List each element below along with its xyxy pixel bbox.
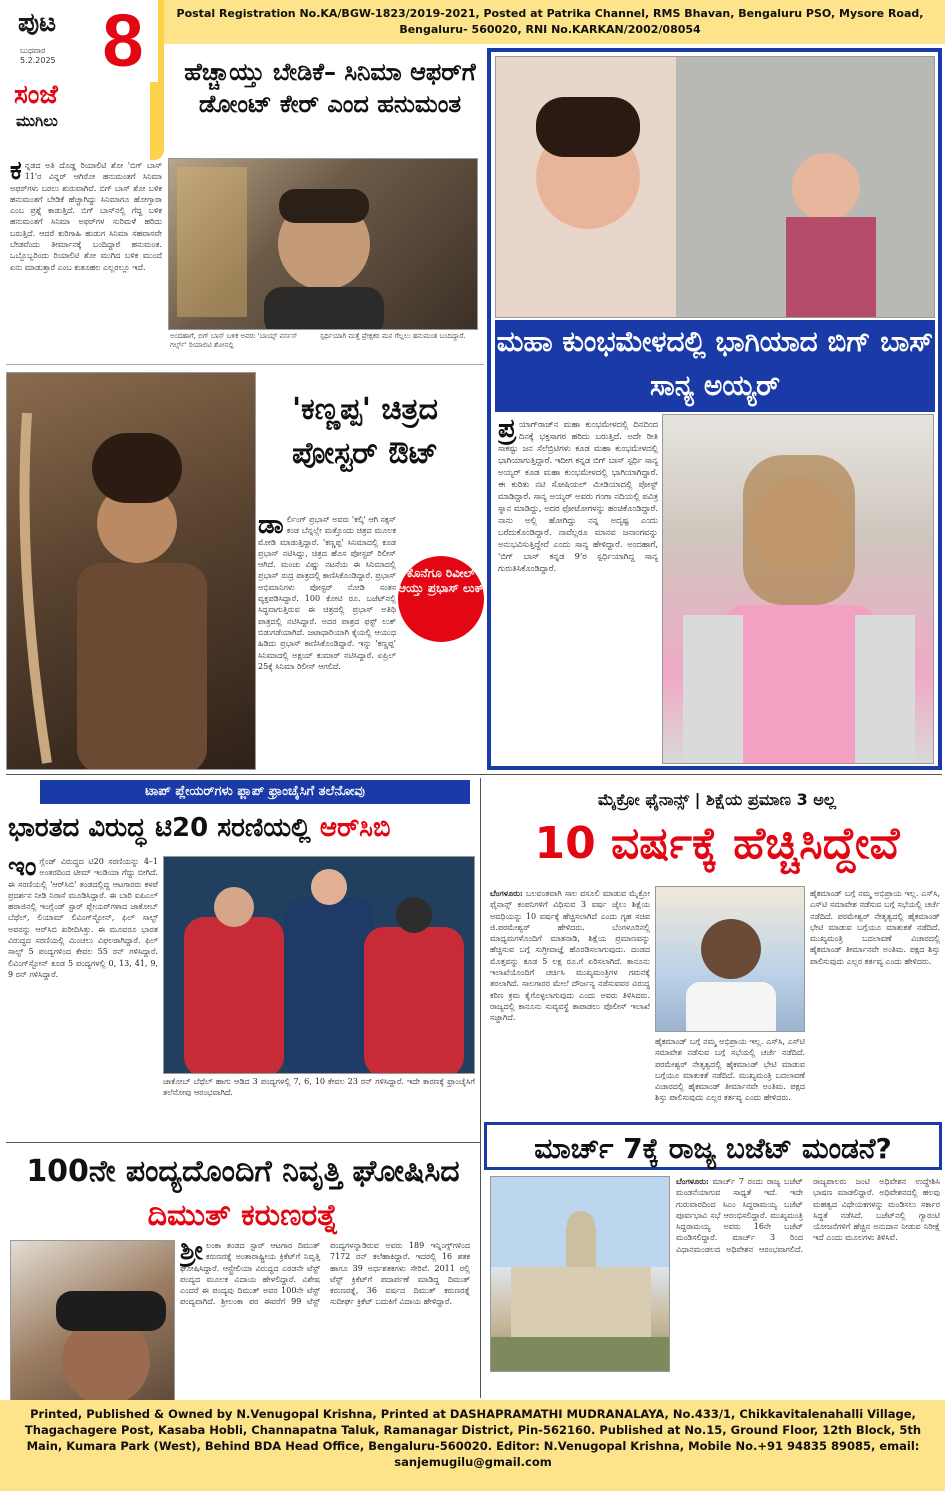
portrait-image <box>169 159 478 330</box>
budget-headline: ಮಾರ್ಚ್ 7ಕ್ಕೆ ರಾಜ್ಯ ಬಜೆಟ್ ಮಂಡನೆ? <box>484 1122 942 1170</box>
saanya-photo <box>662 414 934 764</box>
rcb-text: ಗ್ಲೆಂಡ್ ವಿರುದ್ಧದ ಟಿ20 ಸರಣಿಯನ್ನು 4–1 ಅಂತರದಿಂದ ಟೀಮ್ ಇಂಡಿಯಾ ಗೆದ್ದು ಬೀಗಿದೆ. ಈ ಸರಣಿಯಲ್ಲಿ 'ಆರ್‌ಸಿಬಿ' ತಂಡದಲ್ಲಿದ್ದ ಆಟಗಾರರು ಕಳಪೆ ಪ್ರದರ್ಶನ ನೀಡಿ ನಿರಾಸೆ ಮೂಡಿಸಿದ್ದಾರೆ. ಈ ಬಾರಿ ಐಪಿಎಲ್ ಹರಾಜಿನಲ್ಲಿ ಇಂಗ್ಲೆಂಡ್ ಸ್ಟಾರ್ ಪ್ಲೇಯರ್‌ಗಳಾದ ಜಾಕೋಬ್ ಬೆಥೆಲ್, ಲಿಯಾಮ್ ಲಿವಿಂಗ್‌ಸ್ಟೋನ್, ಫಿಲ್ ಸಾಲ್ಟ್ ಅವರನ್ನು ಆರ್‌ಸಿಬಿ ಖರೀದಿಸಿತ್ತು. ಈ ಮೂವರೂ ಭಾರತ ವಿರುದ್ಧದ ಸರಣಿಯಲ್ಲಿ ಮಿಂಚಲು ವಿಫಲರಾಗಿದ್ದಾರೆ. ಫಿಲ್ ಸಾಲ್ಟ್ 5 ಪಂದ್ಯಗಳಿಂದ ಕೇವಲ 55 ರನ್ ಗಳಿಸಿದ್ದಾರೆ. ಲಿವಿಂಗ್‌ಸ್ಟೋನ್ ಕೂಡ 5 ಪಂದ್ಯಗಳಲ್ಲಿ 0, 13, 41, 9, 9 ರನ್ ಗಳಿಸಿದ್ದಾರೆ. <box>8 857 158 979</box>
kannappa-dropcap: ಡಾ <box>258 514 284 540</box>
portrait-image <box>656 887 805 1032</box>
rcb-headline-main: ಭಾರತದ ವಿರುದ್ಧ ಟಿ20 ಸರಣಿಯಲ್ಲಿ <box>8 813 320 843</box>
dimuth-dropcap: ಶ್ರೀ <box>180 1240 203 1266</box>
rcb-headline <box>8 810 478 846</box>
saanya-body <box>498 418 658 762</box>
vidhana-soudha-photo <box>490 1176 670 1372</box>
microfinance-headline: 10 ವರ್ಷಕ್ಕೆ ಹೆಚ್ಚಿಸಿದ್ದೇವೆ <box>534 818 900 869</box>
budget-dateline: ಬೆಂಗಳೂರು: <box>676 1176 709 1186</box>
issue-date <box>20 46 56 66</box>
microfinance-text: ಬಲವಂತವಾಗಿ ಸಾಲ ವಸೂಲಿ ಮಾಡುವ ಮೈಕ್ರೋ ಫೈನಾನ್ಸ್ ಕಂಪನಿಗಳಿಗೆ ವಿಧಿಸುವ 3 ವರ್ಷ ಜೈಲು ಶಿಕ್ಷೆಯ ಅವಧಿಯನ್ನು 10 ವರ್ಷಕ್ಕೆ ಹೆಚ್ಚಿಸಲಾಗಿದೆ ಎಂದು ಗೃಹ ಸಚಿವ ಜಿ.ಪರಮೇಶ್ವರ್ ಹೇಳಿದರು. ಬೆಂಗಳೂರಿನಲ್ಲಿ ಮಾಧ್ಯಮಗಳೊಂದಿಗೆ ಮಾತನಾಡಿ, ಶಿಕ್ಷೆಯ ಪ್ರಮಾಣವನ್ನು ಹೆಚ್ಚಿಸುವ ಬಗ್ಗೆ ಸುಗ್ರೀವಾಜ್ಞೆ ಹೊರಡಿಸಲಾಗುವುದು. ದಂಡದ ಮೊತ್ತವನ್ನು ಕೂಡ 5 ಲಕ್ಷ ರೂ.ಗೆ ಏರಿಸಲಾಗಿದೆ. ಕಾನೂನು ಇಲಾಖೆಯೊಂದಿಗೆ ಚರ್ಚಿಸಿ ಮುಖ್ಯಮಂತ್ರಿಗಳ ಗಮನಕ್ಕೆ ತರಲಾಗಿದೆ. ಸಾಲಗಾರರ ಮೇಲೆ ದೌರ್ಜನ್ಯ ನಡೆಸುವವರ ವಿರುದ್ಧ ಕಠಿಣ ಕ್ರಮ ಕೈಗೊಳ್ಳಲಾಗುವುದು ಎಂದು ಅವರು ತಿಳಿಸಿದರು. ರಾಜ್ಯದಲ್ಲಿ ಕಾನೂನು ಸುವ್ಯವಸ್ಥೆ ಕಾಪಾಡಲು ಪೊಲೀಸ್ ಇಲಾಖೆ ಸಜ್ಜಾಗಿದೆ. <box>490 889 650 1023</box>
kannappa-text: ರ್ಲಿಂಗ್ ಪ್ರಭಾಸ್ ಅವರು 'ಕಲ್ಕಿ' ಆಗಿ ಸಕ್ಸಸ್ ಕಂಡ ಬೆನ್ನಲ್ಲೇ ಮತ್ತೊಂದು ಚಿತ್ರದ ಮೂಲಕ ಮೋಡಿ ಮಾಡುತ್ತಿದ್ದಾರೆ. 'ಕಣ್ಣಪ್ಪ' ಸಿನಿಮಾದಲ್ಲಿ ಕೂಡ ಪ್ರಭಾಸ್ ನಟಿಸಿದ್ದು, ಚಿತ್ರದ ಹೊಸ ಪೋಸ್ಟರ್ ರಿಲೀಸ್ ಆಗಿದೆ. ಮಂಚು ವಿಷ್ಣು ನಟನೆಯ ಈ ಸಿನಿಮಾದಲ್ಲಿ ಪ್ರಭಾಸ್ ರುದ್ರ ಪಾತ್ರದಲ್ಲಿ ಕಾಣಿಸಿಕೊಂಡಿದ್ದಾರೆ. ಪ್ರಭಾಸ್ ಅಭಿಮಾನಿಗಳು ಪೋಸ್ಟರ್ ನೋಡಿ ಸಂತಸ ವ್ಯಕ್ತಪಡಿಸಿದ್ದಾರೆ. 100 ಕೋಟಿ ರೂ. ಬಜೆಟ್‌ನಲ್ಲಿ ಸಿದ್ಧವಾಗುತ್ತಿರುವ ಈ ಚಿತ್ರದಲ್ಲಿ ಪ್ರಭಾಸ್ ಅತಿಥಿ ಪಾತ್ರದಲ್ಲಿ ನಟಿಸಿದ್ದಾರೆ. ಅದರ ಪಾತ್ರದ ಫಸ್ಟ್ ಲುಕ್ ಬಿಡುಗಡೆಯಾಗಿದೆ. ಜಟಾಧಾರಿಯಾಗಿ ಕೈಯಲ್ಲಿ ಆಯುಧ ಹಿಡಿದು ಪ್ರಭಾಸ್ ಕಾಣಿಸಿಕೊಂಡಿದ್ದಾರೆ. ಇನ್ನು 'ಕಣ್ಣಪ್ಪ' ಸಿನಿಮಾದಲ್ಲಿ ಅಕ್ಷಯ್ ಕುಮಾರ್ ನಟಿಸಿದ್ದಾರೆ. ಏಪ್ರಿಲ್ 25ಕ್ಕೆ ಸಿನಿಮಾ ರಿಲೀಸ್ ಆಗಲಿದೆ. <box>258 515 396 671</box>
rcb-body <box>8 856 158 1130</box>
dimuth-text: ಲಂಕಾ ತಂಡದ ಸ್ಟಾರ್ ಆಟಗಾರ ದಿಮುತ್ ಕರುಣರತ್ನೆ ಅಂತಾರಾಷ್ಟ್ರೀಯ ಕ್ರಿಕೆಟ್‌ಗೆ ನಿವೃತ್ತಿ ಘೋಷಿಸಿದ್ದಾರೆ. ಆಸ್ಟ್ರೇಲಿಯಾ ವಿರುದ್ಧದ ಎರಡನೇ ಟೆಸ್ಟ್ ಪಂದ್ಯದ ಮೂಲಕ ವಿದಾಯ ಹೇಳಲಿದ್ದಾರೆ. ವಿಶೇಷ ಎಂದರೆ ಈ ಪಂದ್ಯವು ದಿಮುತ್ ಅವರ 100ನೇ ಟೆಸ್ಟ್ ಪಂದ್ಯವಾಗಿದೆ. ಶ್ರೀಲಂಕಾ ಪರ ಈವರೆಗೆ 99 ಟೆಸ್ಟ್ ಪಂದ್ಯಗಳನ್ನಾಡಿರುವ ಅವರು 189 ಇನ್ನಿಂಗ್ಸ್‌ಗಳಿಂದ 7172 ರನ್ ಕಲೆಹಾಕಿದ್ದಾರೆ. ಇದರಲ್ಲಿ 16 ಶತಕ ಹಾಗೂ 39 ಅರ್ಧಶತಕಗಳು ಸೇರಿವೆ. 2011 ರಲ್ಲಿ ಟೆಸ್ಟ್ ಕ್ರಿಕೆಟ್‌ಗೆ ಪದಾರ್ಪಣೆ ಮಾಡಿದ್ದ ದಿಮುತ್ ಕರುಣರತ್ನೆ, 36 ವರ್ಷದ ದಿಮುತ್ ಕರುಣರತ್ನೆ ಸುದೀರ್ಘ ಕ್ರಿಕೆಟ್ ಬದುಕಿಗೆ ವಿದಾಯ ಹೇಳಿದ್ದಾರೆ. <box>180 1241 470 1307</box>
dimuth-headline <box>8 1150 478 1238</box>
portrait-image <box>663 415 934 764</box>
budget-body <box>676 1176 940 1392</box>
dimuth-headline-main: 100ನೇ ಪಂದ್ಯದೊಂದಿಗೆ ನಿವೃತ್ತಿ ಘೋಷಿಸಿದ <box>26 1154 460 1189</box>
parameshwar-photo <box>655 886 805 1032</box>
weekday: ಬುಧವಾರ <box>20 46 46 55</box>
reveal-badge: ಕೊನೆಗೂ ರಿವೀಲ್ ಆಯ್ತು ಪ್ರಭಾಸ್ ಲುಕ್ <box>398 556 484 642</box>
rcb-dropcap: ಇಂ <box>8 856 37 882</box>
microfinance-dateline: ಬೆಂಗಳೂರು: <box>490 888 523 898</box>
saanya-kumbh-photos <box>495 56 935 318</box>
building-image <box>491 1177 670 1372</box>
rcb-kicker: ಟಾಪ್ ಪ್ಲೇಯರ್‌ಗಳು ಫ್ಲಾಪ್ ಫ್ರಾಂಚೈಸಿಗೆ ತಲೆನೋವು <box>40 780 470 804</box>
paper-title-line2: ಮುಗಿಲು <box>16 112 58 130</box>
kumbh-collage-image <box>496 57 935 318</box>
page-label: ಪುಟ <box>18 8 57 38</box>
column-divider <box>480 778 481 1398</box>
hanumantha-dropcap: ಕ <box>10 160 22 186</box>
dimuth-body <box>180 1240 470 1392</box>
kannappa-body <box>258 514 396 762</box>
date: 5.2.2025 <box>20 56 56 65</box>
microfinance-text-3: ಹೈಕಮಾಂಡ್ ಬಗ್ಗೆ ನಮ್ಮ ಅಭಿಪ್ರಾಯ ಇಲ್ಲ. ಎಸ್‌ಸಿ, ಎಸ್‌ಟಿ ಸಮಾವೇಶ ನಡೆಸುವ ಬಗ್ಗೆ ಸಭೆಯಲ್ಲಿ ಚರ್ಚೆ ನಡೆದಿದೆ. ಪರಮೇಶ್ವರ್ ನೇತೃತ್ವದಲ್ಲಿ ಹೈಕಮಾಂಡ್ ಭೇಟಿ ಮಾಡುವ ಬಗ್ಗೆಯೂ ಮಾತುಕತೆ ನಡೆದಿದೆ. ಮುಖ್ಯಮಂತ್ರಿ ಬದಲಾವಣೆ ವಿಚಾರದಲ್ಲಿ ಹೈಕಮಾಂಡ್ ತೀರ್ಮಾನವೇ ಅಂತಿಮ. ಪಕ್ಷದ ಶಿಸ್ತು ಪಾಲಿಸುವುದು ಎಲ್ಲರ ಕರ್ತವ್ಯ ಎಂದು ಹೇಳಿದರು. <box>655 1037 805 1103</box>
budget-text: ಮಾರ್ಚ್ 7 ರಂದು ರಾಜ್ಯ ಬಜೆಟ್ ಮಂಡನೆಯಾಗುವ ಸಾಧ್ಯತೆ ಇದೆ. ಇದೇ ಗುರುವಾರದಿಂದ ಸಿಎಂ ಸಿದ್ದರಾಮಯ್ಯ ಬಜೆಟ್ ಪೂರ್ವಭಾವಿ ಸಭೆ ಆರಂಭಿಸಲಿದ್ದಾರೆ. ಮುಖ್ಯಮಂತ್ರಿ ಸಿದ್ದರಾಮಯ್ಯ ಅವರು 16ನೇ ಬಜೆಟ್ ಮಂಡಿಸಲಿದ್ದಾರೆ. ಮಾರ್ಚ್ 3 ರಿಂದ ವಿಧಾನಮಂಡಲದ ಅಧಿವೇಶನ ಆರಂಭವಾಗಲಿದೆ. ರಾಜ್ಯಪಾಲರು ಜಂಟಿ ಅಧಿವೇಶನ ಉದ್ದೇಶಿಸಿ ಭಾಷಣ ಮಾಡಲಿದ್ದಾರೆ. ಅಧಿವೇಶನದಲ್ಲಿ ಹಲವು ಮಹತ್ವದ ವಿಧೇಯಕಗಳನ್ನು ಮಂಡಿಸಲು ಸರ್ಕಾರ ಸಿದ್ಧತೆ ನಡೆಸಿದೆ. ಬಜೆಟ್‌ನಲ್ಲಿ ಗ್ಯಾರಂಟಿ ಯೋಜನೆಗಳಿಗೆ ಹೆಚ್ಚಿನ ಅನುದಾನ ನೀಡುವ ನಿರೀಕ್ಷೆ ಇದೆ ಎಂದು ಮೂಲಗಳು ತಿಳಿಸಿವೆ. <box>676 1177 940 1254</box>
cricket-photo <box>163 856 475 1074</box>
rcb-headline-red: ಆರ್‌ಸಿಬಿ <box>319 813 391 843</box>
hanumantha-caption-right: ಸ್ಪರ್ಧಿಯಾಗಿ ಮತ್ತೆ ಪ್ರೇಕ್ಷಕರ ಮನ ಗೆಲ್ಲಲು ಹನುಮಂತ ಬಂದಿದ್ದಾರೆ. <box>320 332 466 340</box>
saanya-dropcap: ಪ್ರ <box>498 418 516 444</box>
paper-title-line1: ಸಂಜೆ <box>14 80 58 110</box>
microfinance-text-2: ಹೈಕಮಾಂಡ್ ಬಗ್ಗೆ ನಮ್ಮ ಅಭಿಪ್ರಾಯ ಇಲ್ಲ. ಎಸ್‌ಸಿ, ಎಸ್‌ಟಿ ಸಮಾವೇಶ ನಡೆಸುವ ಬಗ್ಗೆ ಸಭೆಯಲ್ಲಿ ಚರ್ಚೆ ನಡೆದಿದೆ. ಪರಮೇಶ್ವರ್ ನೇತೃತ್ವದಲ್ಲಿ ಹೈಕಮಾಂಡ್ ಭೇಟಿ ಮಾಡುವ ಬಗ್ಗೆಯೂ ಮಾತುಕತೆ ನಡೆದಿದೆ. ಮುಖ್ಯಮಂತ್ರಿ ಬದಲಾವಣೆ ವಿಚಾರದಲ್ಲಿ ಹೈಕಮಾಂಡ್ ತೀರ್ಮಾನವೇ ಅಂತಿಮ. ಪಕ್ಷದ ಶಿಸ್ತು ಪಾಲಿಸುವುದು ಎಲ್ಲರ ಕರ್ತವ್ಯ ಎಂದು ಹೇಳಿದರು. <box>810 889 940 966</box>
saanya-headline: ಮಹಾ ಕುಂಭಮೇಳದಲ್ಲಿ ಭಾಗಿಯಾದ ಬಿಗ್ ಬಾಸ್ ಸಾನ್ಯ ಅಯ್ಯರ್ <box>495 320 935 412</box>
imprint-text: Printed, Published & Owned by N.Venugopal Krishna, Printed at DASHAPRAMATHI MUDRANALAYA, No.433/1, Chikkavitalenahalli Village, Thagachagere Post, Kasaba Hobli, Channapatna Taluk, Ramanagar District, Pin-562160. Published at No.15, Ground Floor, 12th Block, 5th Main, Kumara Park (West), Behind BDA Head Office, Bengaluru-560020. Editor: N.Venugopal Krishna, Mobile No.+91 94835 89085, email: sanjemugilu@gmail.com <box>24 1407 922 1469</box>
kannappa-headline: 'ಕಣ್ಣಪ್ಪ' ಚಿತ್ರದ ಪೋಸ್ಟರ್ ಔಟ್ <box>291 392 439 471</box>
kannappa-poster <box>6 372 256 770</box>
divider <box>6 774 942 775</box>
dimuth-headline-red: ದಿಮುತ್ ಕರುಣರತ್ನೆ <box>147 1198 339 1233</box>
hanumantha-body <box>10 160 162 356</box>
microfinance-body-3 <box>655 1036 805 1114</box>
saanya-text: ಯಾಗ್‌ರಾಜ್‌ನ ಮಹಾ ಕುಂಭಮೇಳದಲ್ಲಿ ದಿನದಿಂದ ದಿನಕ್ಕೆ ಭಕ್ತಸಾಗರ ಹರಿದು ಬರುತ್ತಿದೆ. ಅದೇ ರೀತಿ ಸಾಕಷ್ಟು ಜನ ಸೆಲೆಬ್ರಿಟಿಗಳು ಕೂಡ ಮಹಾ ಕುಂಭಮೇಳದಲ್ಲಿ ಭಾಗಿಯಾಗುತ್ತಿದ್ದಾರೆ. ಇದೀಗ ಕನ್ನಡ ಬಿಗ್ ಬಾಸ್ ಸ್ಪರ್ಧಿ ಸಾನ್ಯ ಅಯ್ಯರ್ ಕೂಡ ಮಹಾ ಕುಂಭಮೇಳದಲ್ಲಿ ಭಾಗಿಯಾಗಿದ್ದಾರೆ. ಈ ಕುರಿತು ನಟಿ ಸೋಷಿಯಲ್ ಮೀಡಿಯಾದಲ್ಲಿ ಪೋಸ್ಟ್ ಮಾಡಿದ್ದಾರೆ. ಸಾನ್ಯ ಅಯ್ಯರ್ ಅವರು ಗಂಗಾ ನದಿಯಲ್ಲಿ ಪವಿತ್ರ ಸ್ನಾನ ಮಾಡಿದ್ದು, ಅದರ ಫೋಟೋಗಳನ್ನು ಹಂಚಿಕೊಂಡಿದ್ದಾರೆ. ನಾನು ಅಲ್ಲಿ ಹೋಗಿದ್ದು ನನ್ನ ಅದೃಷ್ಟ ಎಂದು ಬರೆದುಕೊಂಡಿದ್ದಾರೆ. ನಾವೆಲ್ಲರೂ ಮಾನವ ಜನಾಂಗವನ್ನು ಅನುಭವಿಸುತ್ತಿದ್ದೇವೆ ಎಂದು ಸಾನ್ಯ ಹೇಳಿದ್ದಾರೆ. ಅಂದಹಾಗೆ, 'ಬಿಗ್ ಬಾಸ್ ಕನ್ನಡ 9'ರ ಸ್ಪರ್ಧಿಯಾಗಿದ್ದ ಸಾನ್ಯ ಗುರುತಿಸಿಕೊಂಡಿದ್ದಾರೆ. <box>498 419 658 573</box>
microfinance-body <box>490 888 650 1114</box>
divider <box>6 1142 480 1143</box>
poster-image <box>7 373 256 770</box>
hanumantha-photo <box>168 158 478 330</box>
page-number: 8 <box>88 0 158 82</box>
rcb-caption: ಜಾಕೋಬ್ ಬೆಥೆಲ್ ಹಾಗು ಆಡಿದ 3 ಪಂದ್ಯಗಳಲ್ಲಿ 7, 6, 10 ಕೇವಲ 23 ರನ್ ಗಳಿಸಿದ್ದಾರೆ. ಇದೇ ಕಾರಣಕ್ಕೆ ಫ್ರಾಂಚೈಸಿಗೆ ತಲೆನೋವು ಆರಂಭವಾಗಿದೆ. <box>163 1077 475 1098</box>
postal-registration: Postal Registration No.KA/BGW-1823/2019-2021, Posted at Patrika Channel, RMS Bhavan, Bengaluru PSO, Mysore Road, Bengaluru- 560020, RNI No.KARKAN/2002/08054 <box>176 7 924 36</box>
hanumantha-caption-left: ಅಂದಹಾಗೆ, ಬಿಗ್ ಬಾಸ್ ಬಳಿಕ ಅವರು 'ಬಾಯ್ಸ್ ವರ್ಸಸ್ ಗರ್ಲ್ಸ್' ರಿಯಾಲಿಟಿ ಶೋನಲ್ಲಿ <box>170 332 298 349</box>
divider <box>6 364 484 365</box>
hanumantha-headline: ಹೆಚ್ಚಾಯ್ತು ಬೇಡಿಕೆ– ಸಿನಿಮಾ ಆಫರ್‌ಗೆ ಡೋಂಟ್ ಕೇರ್ ಎಂದ ಹನುಮಂತ <box>184 58 476 118</box>
cricket-celebration-image <box>164 857 475 1074</box>
microfinance-body-2 <box>810 888 940 1114</box>
hanumantha-text: ನ್ನಡದ ಅತಿ ದೊಡ್ಡ ರಿಯಾಲಿಟಿ ಶೋ 'ಬಿಗ್ ಬಾಸ್ 11'ರ ವಿನ್ನರ್ ಆಗಿರೋ ಹನುಮಂತಗೆ ಸಿನಿಮಾ ಅಫರ್‌ಗಳು ಬರಲು ಶುರುವಾಗಿವೆ. ಬಿಗ್ ಬಾಸ್ ಶೋ ಬಳಿಕ ಹನುಮಂತಗೆ ಬೇಡಿಕೆ ಹೆಚ್ಚಾಗಿದ್ದು ಸಿನಿಮಾಗೂ ಹೋಗ್ತಾರಾ ಎಂಬ ಪ್ರಶ್ನೆ ಕಾಡುತ್ತಿದೆ. ಬಿಗ್ ಬಾಸ್‌ನಲ್ಲಿ ಗೆದ್ದ ಬಳಿಕ ಹನುಮಂತಗೆ ಸಿನಿಮಾ ಅಫರ್‌ಗಳ ಸುರಿಮಳೆ ಹರಿದು ಬರುತ್ತಿದೆ. ಆದರೆ ಕುರಿಗಾಹಿ ಹುಡುಗ ಸಿನಿಮಾ ಸಹವಾಸವೇ ಬೇಡವೆಂದು ತೀರ್ಮಾನಕ್ಕೆ ಬಂದಿದ್ದಾರೆ ಹನುಮಂತ. ಒಬ್ಬೊಬ್ಬರಿಂದು ರಿಯಾಲಿಟಿ ಶೋ ಮುಗಿದ ಬಳಿಕ ಮುಂದೆ ಏನು ಮಾಡುತ್ತಾರೆ ಎಂಬ ಕುತೂಹಲ ಎಲ್ಲರಲ್ಲೂ ಇದೆ. <box>10 161 162 272</box>
microfinance-kicker: ಮೈಕ್ರೋ ಫೈನಾನ್ಸ್ | ಶಿಕ್ಷೆಯ ಪ್ರಮಾಣ 3 ಅಲ್ಲ <box>597 790 837 809</box>
